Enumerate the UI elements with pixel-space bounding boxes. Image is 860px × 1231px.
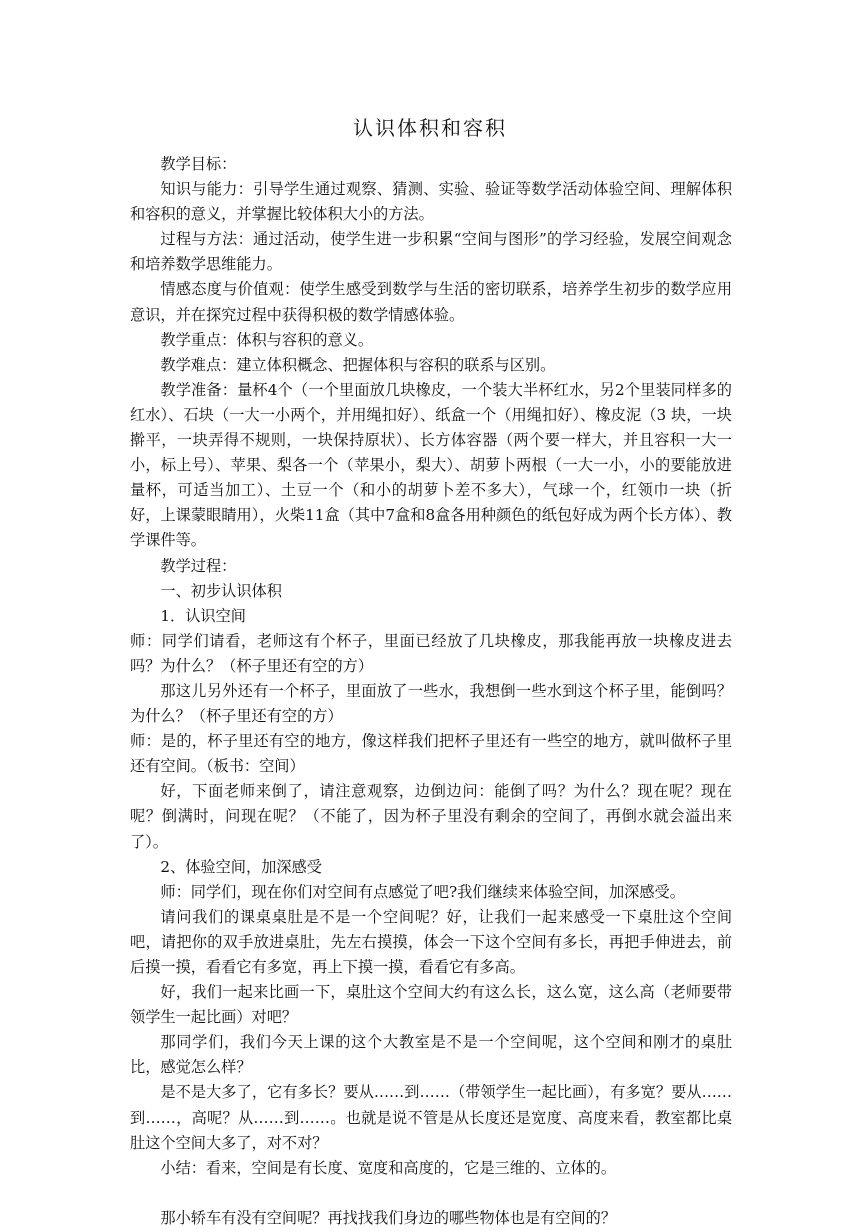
paragraph-difficulties: 教学难点：建立体积概念、把握体积与容积的联系与区别。 xyxy=(160,355,556,374)
paragraph-teacher-space-definition: 师：是的，杯子里还有空的地方，像这样我们把杯子里还有一些空的地方，就叫做杯子里还有空间。（板书：空间） xyxy=(130,732,732,776)
paragraph-classroom: 那同学们，我们今天上课的这个大教室是不是一个空间呢，这个空间和刚才的桌肚比，感觉怎么样？ xyxy=(130,1033,732,1077)
subsection-heading-experience: 2、体验空间，加深感受 xyxy=(160,857,322,876)
paragraph-comparison: 是不是大多了，它有多长？要从……到……（带领学生一起比画），有多宽？要从……到……，高呢？从……到……。也就是说不管是从长度还是宽度、高度来看，教室都比桌肚这个空间大多了，对不对？ xyxy=(130,1083,732,1152)
paragraph-desk-space: 请问我们的课桌桌肚是不是一个空间呢？好，让我们一起来感受一下桌肚这个空间吧，请把你的双手放进桌肚，先左右摸摸，体会一下这个空间有多长，再把手伸进去，前后摸一摸，看看它有多宽，再上下摸一摸，看看它有多高。 xyxy=(130,907,732,976)
section-heading-objectives: 教学目标： xyxy=(160,155,237,173)
subsection-heading-space: 1．认识空间 xyxy=(160,606,246,625)
paragraph-preparation: 教学准备：量杯4个（一个里面放几块橡皮，一个装大半杯红水，另2个里装同样多的红水）、石块（一大一小两个，并用绳扣好）、纸盒一个（用绳扣好）、橡皮泥（3 块，一块擀平，一块弄得不规则，一块保持原状）、长方体容器（两个要一样大，并且容积一大一小，标上号）、苹果、梨各一个（苹果小，梨大）、胡萝卜两根（一大一小，小的要能放进量杯，可适当加工）、土豆一个（和小的胡萝卜差不多大），气球一个，红领巾一块（折好，上课蒙眼睛用），火柴11盒（其中7盒和8盒各用种颜色的纸包好成为两个长方体）、教学课件等。 xyxy=(130,380,732,550)
blank-line xyxy=(130,1181,732,1206)
paragraph-knowledge-ability: 知识与能力：引导学生通过观察、猜测、实验、验证等数学活动体验空间、理解体积和容积的意义，并掌握比较体积大小的方法。 xyxy=(130,180,732,224)
paragraph-car-question: 那小轿车有没有空间呢？再找找我们身边的哪些物体也是有空间的？ xyxy=(160,1208,617,1227)
paragraph-emotion-attitude: 情感态度与价值观：使学生感受到数学与生活的密切联系，培养学生初步的数学应用意识，并在探究过程中获得积极的数学情感体验。 xyxy=(130,280,732,324)
paragraph-teacher-continue: 师：同学们，现在你们对空间有点感觉了吧?我们继续来体验空间，加深感受。 xyxy=(160,882,685,901)
paragraph-teacher-cup-eraser: 师：同学们请看，老师这有个杯子，里面已经放了几块橡皮，那我能再放一块橡皮进去吗？为什么？（杯子里还有空的方） xyxy=(130,631,732,675)
paragraph-key-points: 教学重点：体积与容积的意义。 xyxy=(160,330,374,349)
paragraph-process-method: 过程与方法：通过活动，使学生进一步积累“空间与图形”的学习经验，发展空间观念和培养数学思维能力。 xyxy=(130,230,732,274)
document-title: 认识体积和容积 xyxy=(353,116,507,140)
paragraph-summary: 小结：看来，空间是有长度、宽度和高度的，它是三维的、立体的。 xyxy=(160,1158,617,1177)
section-heading-part-one: 一、初步认识体积 xyxy=(160,581,282,600)
paragraph-cup-water: 那这儿另外还有一个杯子，里面放了一些水，我想倒一些水到这个杯子里，能倒吗？为什么？（杯子里还有空的方） xyxy=(130,681,732,726)
paragraph-pouring: 好，下面老师来倒了，请注意观察，边倒边问：能倒了吗？为什么？现在呢？现在呢？倒满时，问现在呢？（不能了，因为杯子里没有剩余的空间了，再倒水就会溢出来了）。 xyxy=(130,782,732,851)
document-body xyxy=(130,152,732,1231)
paragraph-gesture: 好，我们一起来比画一下，桌肚这个空间大约有这么长，这么宽，这么高（老师要带领学生一起比画）对吧？ xyxy=(130,983,732,1027)
section-heading-process: 教学过程： xyxy=(160,556,237,575)
